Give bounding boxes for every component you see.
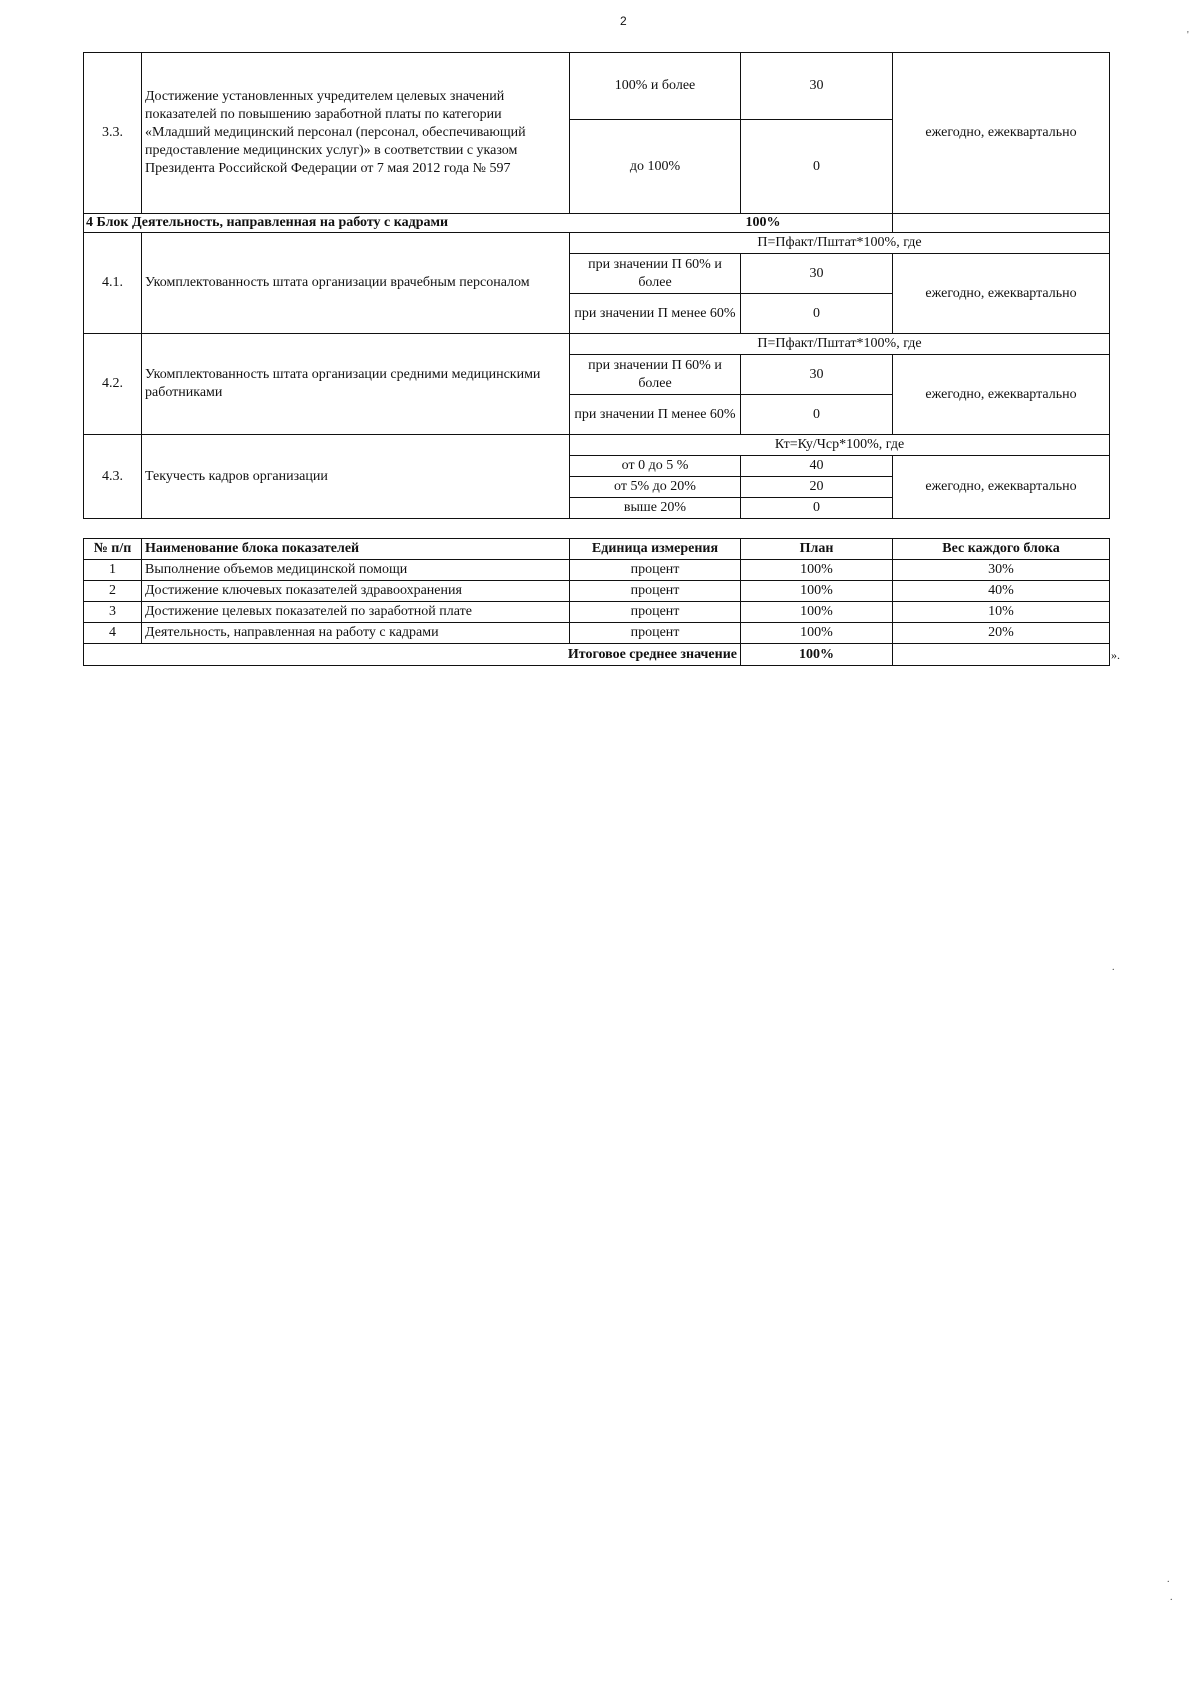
unit: процент bbox=[570, 560, 741, 581]
row-number: 4.1. bbox=[84, 233, 142, 334]
empty-cell bbox=[893, 214, 1110, 233]
formula: П=Пфакт/Пштат*100%, где bbox=[570, 334, 1110, 355]
table-row bbox=[84, 334, 1110, 355]
points: 30 bbox=[741, 355, 893, 395]
indicator-name: Укомплектованность штата организации средними медицинскими работниками bbox=[142, 334, 570, 435]
block-name: Достижение ключевых показателей здравоохранения bbox=[142, 581, 570, 602]
header-plan: План bbox=[741, 539, 893, 560]
unit: процент bbox=[570, 602, 741, 623]
page-number: 2 bbox=[620, 14, 627, 28]
row-number: 3.3. bbox=[84, 53, 142, 214]
indicators-table bbox=[83, 52, 1110, 519]
block-weight: 100% bbox=[745, 215, 781, 230]
criterion: выше 20% bbox=[570, 498, 741, 519]
total-plan: 100% bbox=[741, 644, 893, 666]
points: 30 bbox=[741, 53, 893, 120]
indicator-name: Достижение установленных учредителем целевых значений показателей по повышению заработной платы по категории «Младший медицинский персонал (персонал, обеспечивающий предоставление медицинских услуг)» в соответствии с указом Президента Российской Федерации от 7 мая 2012 года № 597 bbox=[142, 53, 570, 214]
row-number: 2 bbox=[84, 581, 142, 602]
plan: 100% bbox=[741, 623, 893, 644]
criterion: при значении П 60% и более bbox=[570, 355, 741, 395]
points: 20 bbox=[741, 477, 893, 498]
points: 0 bbox=[741, 395, 893, 435]
scan-mark: . bbox=[1112, 962, 1115, 973]
criterion: при значении П менее 60% bbox=[570, 294, 741, 334]
unit: процент bbox=[570, 581, 741, 602]
table-row bbox=[84, 435, 1110, 456]
points: 0 bbox=[741, 294, 893, 334]
weight: 30% bbox=[893, 560, 1110, 581]
summary-table bbox=[83, 538, 1110, 666]
plan: 100% bbox=[741, 581, 893, 602]
weight: 10% bbox=[893, 602, 1110, 623]
empty-cell bbox=[893, 644, 1110, 666]
table-row bbox=[84, 53, 1110, 120]
table-row bbox=[84, 581, 1110, 602]
weight: 20% bbox=[893, 623, 1110, 644]
frequency: ежегодно, ежеквартально bbox=[893, 254, 1110, 334]
formula: П=Пфакт/Пштат*100%, где bbox=[570, 233, 1110, 254]
scan-mark: . bbox=[1170, 1592, 1173, 1603]
header-weight: Вес каждого блока bbox=[893, 539, 1110, 560]
points: 30 bbox=[741, 254, 893, 294]
plan: 100% bbox=[741, 602, 893, 623]
unit: процент bbox=[570, 623, 741, 644]
frequency: ежегодно, ежеквартально bbox=[893, 355, 1110, 435]
header-name: Наименование блока показателей bbox=[142, 539, 570, 560]
indicator-name: Укомплектованность штата организации врачебным персоналом bbox=[142, 233, 570, 334]
indicator-name: Текучесть кадров организации bbox=[142, 435, 570, 519]
block-title-text: 4 Блок Деятельность, направленная на работу с кадрами bbox=[86, 215, 449, 230]
weight: 40% bbox=[893, 581, 1110, 602]
points: 0 bbox=[741, 120, 893, 214]
block-header-row bbox=[84, 214, 1110, 233]
closing-quote: ». bbox=[1111, 648, 1120, 662]
formula: Кт=Ку/Чср*100%, где bbox=[570, 435, 1110, 456]
frequency: ежегодно, ежеквартально bbox=[893, 53, 1110, 214]
header-unit: Единица измерения bbox=[570, 539, 741, 560]
frequency: ежегодно, ежеквартально bbox=[893, 456, 1110, 519]
criterion: от 5% до 20% bbox=[570, 477, 741, 498]
points: 0 bbox=[741, 498, 893, 519]
plan: 100% bbox=[741, 560, 893, 581]
row-number: 1 bbox=[84, 560, 142, 581]
table-row bbox=[84, 602, 1110, 623]
row-number: 4 bbox=[84, 623, 142, 644]
header-num: № п/п bbox=[84, 539, 142, 560]
scan-mark: . bbox=[1167, 1574, 1170, 1585]
criterion: от 0 до 5 % bbox=[570, 456, 741, 477]
block-name: Выполнение объемов медицинской помощи bbox=[142, 560, 570, 581]
total-label: Итоговое среднее значение bbox=[84, 644, 741, 666]
criterion: 100% и более bbox=[570, 53, 741, 120]
block-name: Деятельность, направленная на работу с кадрами bbox=[142, 623, 570, 644]
points: 40 bbox=[741, 456, 893, 477]
table-header-row bbox=[84, 539, 1110, 560]
row-number: 4.3. bbox=[84, 435, 142, 519]
criterion: при значении П менее 60% bbox=[570, 395, 741, 435]
criterion: при значении П 60% и более bbox=[570, 254, 741, 294]
row-number: 4.2. bbox=[84, 334, 142, 435]
block-name: Достижение целевых показателей по заработной плате bbox=[142, 602, 570, 623]
block-title bbox=[84, 214, 893, 233]
table-row bbox=[84, 233, 1110, 254]
total-row bbox=[84, 644, 1110, 666]
table-row bbox=[84, 623, 1110, 644]
table-row bbox=[84, 560, 1110, 581]
scan-mark: ' bbox=[1187, 30, 1189, 41]
row-number: 3 bbox=[84, 602, 142, 623]
criterion: до 100% bbox=[570, 120, 741, 214]
